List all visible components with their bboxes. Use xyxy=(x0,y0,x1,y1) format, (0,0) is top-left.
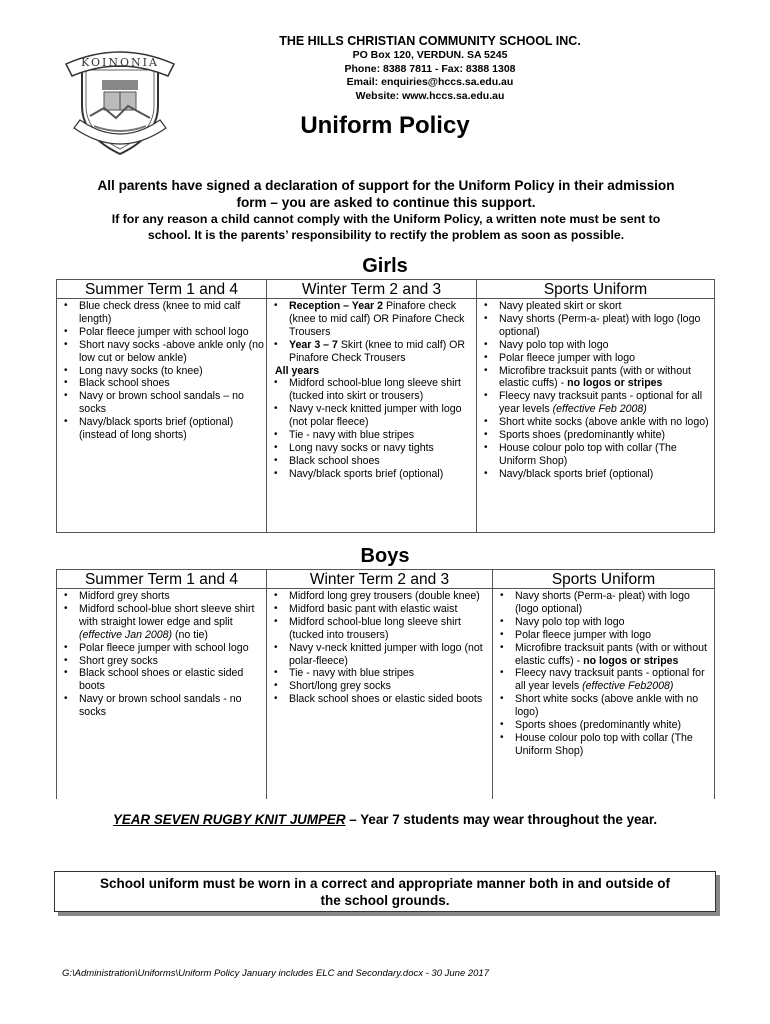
list-item: • Navy/black sports brief (optional) (instead of long shorts) xyxy=(57,416,264,442)
girls-sports-cell xyxy=(477,299,715,533)
list-item: • Black school shoes or elastic sided boots xyxy=(57,667,264,693)
list-item: • Navy/black sports brief (optional) xyxy=(477,468,712,481)
girls-col-sports: Sports Uniform xyxy=(477,280,715,299)
list-item: • Navy or brown school sandals – no socks xyxy=(57,390,264,416)
list-item: • Navy v-neck knitted jumper with logo (not polar fleece) xyxy=(267,403,474,429)
boys-winter-cell xyxy=(267,589,493,799)
file-path-footer: G:\Administration\Uniforms\Uniform Policy January includes ELC and Secondary.docx - 30 June 2017 xyxy=(62,968,489,979)
list-item: • Long navy socks or navy tights xyxy=(267,442,474,455)
intro-line-2: form – you are asked to continue this support. xyxy=(236,195,536,210)
uniform-notice-box xyxy=(54,871,716,912)
intro-line-1: All parents have signed a declaration of support for the Uniform Policy in their admission xyxy=(97,178,675,193)
boys-col-winter: Winter Term 2 and 3 xyxy=(267,570,493,589)
list-item: • Black school shoes xyxy=(57,377,264,390)
list-item: • Year 3 – 7 Skirt (knee to mid calf) OR Pinafore Check Trousers xyxy=(267,339,474,365)
list-item: • Short grey socks xyxy=(57,655,264,668)
school-phone-fax: Phone: 8388 7811 - Fax: 8388 1308 xyxy=(344,62,516,75)
list-item: • Polar fleece jumper with logo xyxy=(477,352,712,365)
list-item: • Sports shoes (predominantly white) xyxy=(477,429,712,442)
school-website: Website: www.hccs.sa.edu.au xyxy=(355,89,505,102)
boys-uniform-table xyxy=(56,569,715,799)
letterhead xyxy=(230,33,630,103)
list-item: • Navy or brown school sandals - no socks xyxy=(57,693,264,719)
list-item: • House colour polo top with collar (The Uniform Shop) xyxy=(493,732,712,758)
rugby-jumper-emphasis: YEAR SEVEN RUGBY KNIT JUMPER xyxy=(112,812,346,827)
rugby-jumper-text: – Year 7 students may wear throughout the year. xyxy=(345,812,658,827)
girls-winter-cell xyxy=(267,299,477,533)
intro-line-3: If for any reason a child cannot comply with the Uniform Policy, a written note must be sent to xyxy=(111,212,661,226)
list-item: • House colour polo top with collar (The Uniform Shop) xyxy=(477,442,712,468)
notice-line-2: the school grounds. xyxy=(320,893,450,908)
girls-summer-cell xyxy=(57,299,267,533)
girls-col-summer: Summer Term 1 and 4 xyxy=(57,280,267,299)
boys-col-summer: Summer Term 1 and 4 xyxy=(57,570,267,589)
list-item: • Black school shoes or elastic sided boots xyxy=(267,693,490,706)
list-item: • Fleecy navy tracksuit pants - optional for all year levels (effective Feb2008) xyxy=(493,667,712,693)
list-item: • Midford school-blue long sleeve shirt (tucked into trousers) xyxy=(267,616,490,642)
list-item: • Midford long grey trousers (double knee) xyxy=(267,590,490,603)
logo-text: KOINONIA xyxy=(81,56,159,69)
list-item: • Navy polo top with logo xyxy=(493,616,712,629)
girls-col-winter: Winter Term 2 and 3 xyxy=(267,280,477,299)
girls-uniform-table xyxy=(56,279,715,533)
list-item: • Tie - navy with blue stripes xyxy=(267,429,474,442)
list-item: • Microfibre tracksuit pants (with or without elastic cuffs) - no logos or stripes xyxy=(493,642,712,668)
page-title: Uniform Policy xyxy=(300,112,470,139)
girls-heading: Girls xyxy=(362,255,408,277)
list-item: • Blue check dress (knee to mid calf length) xyxy=(57,300,264,326)
list-item: • Polar fleece jumper with school logo xyxy=(57,326,264,339)
list-item: • Short navy socks -above ankle only (no low cut or below ankle) xyxy=(57,339,264,365)
boys-col-sports: Sports Uniform xyxy=(493,570,715,589)
list-item: • Fleecy navy tracksuit pants - optional for all year levels (effective Feb 2008) xyxy=(477,390,712,416)
boys-summer-cell xyxy=(57,589,267,799)
list-item: • Navy shorts (Perm-a- pleat) with logo (logo optional) xyxy=(493,590,712,616)
list-item: • Navy shorts (Perm-a- pleat) with logo (logo optional) xyxy=(477,313,712,339)
year-3-7-label: Year 3 – 7 xyxy=(289,338,338,351)
list-item: • Midford school-blue short sleeve shirt with straight lower edge and split (effective Jan 2008) (no tie) xyxy=(57,603,264,642)
reception-label: Reception – Year 2 xyxy=(289,300,384,312)
intro-paragraph xyxy=(50,177,722,243)
list-item: • Midford grey shorts xyxy=(57,590,264,603)
list-item: • Midford basic pant with elastic waist xyxy=(267,603,490,616)
school-email: Email: enquiries@hccs.sa.edu.au xyxy=(346,76,514,88)
list-item: • Midford school-blue long sleeve shirt (tucked into skirt or trousers) xyxy=(267,377,474,403)
all-years-label: All years xyxy=(275,364,320,377)
list-item: • Long navy socks (to knee) xyxy=(57,365,264,378)
list-item: • Short/long grey socks xyxy=(267,680,490,693)
list-item: • Navy v-neck knitted jumper with logo (not polar-fleece) xyxy=(267,642,490,668)
list-item: • Microfibre tracksuit pants (with or without elastic cuffs) - no logos or stripes xyxy=(477,365,712,391)
notice-line-1: School uniform must be worn in a correct and appropriate manner both in and outside of xyxy=(99,876,671,891)
list-item: • Polar fleece jumper with school logo xyxy=(57,642,264,655)
rugby-jumper-note xyxy=(0,812,770,827)
list-item: • Short white socks (above ankle with no logo) xyxy=(477,416,712,429)
list-item: • Short white socks (above ankle with no logo) xyxy=(493,693,712,719)
boys-heading: Boys xyxy=(360,545,410,567)
school-name: THE HILLS CHRISTIAN COMMUNITY SCHOOL INC. xyxy=(279,34,581,48)
list-item: • Polar fleece jumper with logo xyxy=(493,629,712,642)
school-address: PO Box 120, VERDUN. SA 5245 xyxy=(352,49,508,61)
list-item: • Navy pleated skirt or skort xyxy=(477,300,712,313)
list-item: • Tie - navy with blue stripes xyxy=(267,667,490,680)
list-item: • Navy polo top with logo xyxy=(477,339,712,352)
list-item: • Reception – Year 2 Pinafore check (knee to mid calf) OR Pinafore Check Trousers xyxy=(267,300,474,339)
boys-sports-cell xyxy=(493,589,715,799)
list-item: • Navy/black sports brief (optional) xyxy=(267,468,474,481)
intro-line-4: school. It is the parents’ responsibility to rectify the problem as soon as possible. xyxy=(147,228,625,242)
list-item: • Black school shoes xyxy=(267,455,474,468)
list-item: • Sports shoes (predominantly white) xyxy=(493,719,712,732)
